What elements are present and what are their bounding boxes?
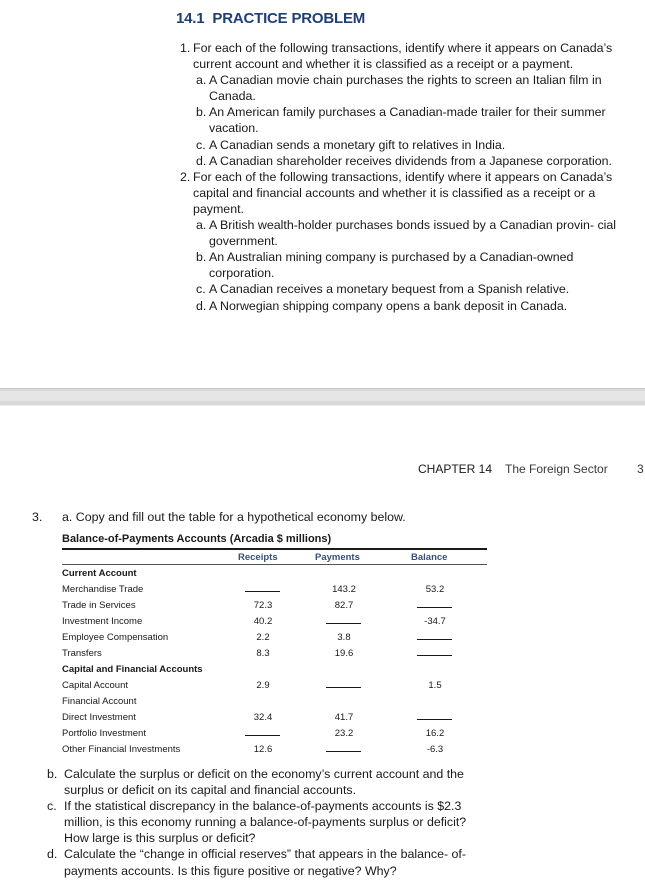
receipts-value: 12.6 — [253, 744, 273, 755]
balance-value: -34.7 — [424, 616, 446, 627]
balance-value: 53.2 — [425, 584, 445, 595]
question-marker: 1. — [180, 41, 191, 55]
question-1-item-c — [176, 137, 626, 153]
question-2 — [176, 169, 626, 217]
table-row — [62, 710, 487, 726]
page-divider-inner — [0, 391, 645, 401]
row-label: Financial Account — [62, 696, 137, 707]
question-2-item-c — [176, 281, 626, 297]
question-3d — [47, 846, 477, 878]
running-head-page-number: 3 — [637, 462, 644, 476]
receipts-value: 72.3 — [253, 600, 273, 611]
table-row — [62, 630, 487, 646]
row-label: Investment Income — [62, 616, 143, 627]
item-text: A Canadian movie chain purchases the rights to screen an Italian film in Canada. — [209, 73, 602, 104]
question-1 — [176, 40, 626, 72]
question-1-item-b — [176, 104, 626, 136]
question-3c — [47, 798, 477, 846]
table-caption: Balance-of-Payments Accounts (Arcadia $ millions) — [62, 533, 332, 545]
page-divider — [0, 388, 645, 406]
question-marker: 2. — [180, 169, 191, 184]
row-label: Capital and Financial Accounts — [62, 664, 203, 675]
balance-value: -6.3 — [426, 744, 444, 755]
question-1-item-d — [176, 153, 626, 169]
question-3a — [32, 509, 406, 525]
payments-value: 143.2 — [332, 584, 356, 595]
question-3a-text: Copy and fill out the table for a hypothetical economy below. — [75, 510, 406, 524]
row-label: Direct Investment — [62, 712, 136, 723]
receipts-value: 8.3 — [256, 648, 270, 659]
row-label: Transfers — [62, 648, 102, 659]
table-row — [62, 614, 487, 630]
table-row — [62, 598, 487, 614]
question-2-item-b — [176, 249, 626, 281]
part-text: If the statistical discrepancy in the balance-of-payments accounts is $2.3 million, is this economy running a balance-of-payments surplus or deficit? How large is this surplus or deficit? — [64, 799, 467, 846]
fill-in-blank-line — [245, 735, 280, 736]
row-label: Merchandise Trade — [62, 584, 144, 595]
table-row — [62, 646, 487, 662]
row-label: Employee Compensation — [62, 632, 169, 643]
running-head-title: The Foreign Sector — [505, 462, 608, 476]
item-marker: d. — [196, 298, 207, 313]
item-text: A Canadian shareholder receives dividends from a Japanese corporation. — [209, 153, 612, 168]
column-header-payments: Payments — [315, 552, 360, 563]
part-marker: c. — [47, 799, 57, 814]
payments-value: 23.2 — [334, 728, 354, 739]
row-label: Capital Account — [62, 680, 129, 691]
table-top-rule — [62, 548, 487, 550]
item-text: A Canadian receives a monetary bequest from a Spanish relative. — [209, 282, 570, 297]
table-section-row — [62, 566, 487, 582]
table-row — [62, 742, 487, 758]
item-text: A Canadian sends a monetary gift to relatives in India. — [209, 137, 506, 152]
question-text: For each of the following transactions, identify where it appears on Canada’s current account and whether it is classified as a receipt or a payment. — [193, 41, 613, 72]
item-marker: c. — [196, 282, 206, 297]
column-header-receipts: Receipts — [238, 552, 278, 563]
item-text: A Norwegian shipping company opens a bank deposit in Canada. — [209, 298, 568, 313]
table-row — [62, 678, 487, 694]
column-header-balance: Balance — [411, 552, 448, 563]
question-2-item-a — [176, 217, 626, 249]
table-row — [62, 694, 487, 710]
question-2-item-d — [176, 298, 626, 314]
receipts-value: 32.4 — [253, 712, 273, 723]
receipts-value: 2.2 — [256, 632, 270, 643]
fill-in-blank-line — [245, 591, 280, 592]
part-marker: d. — [47, 847, 58, 862]
fill-in-blank-line — [417, 655, 452, 656]
question-marker: 3. — [32, 510, 43, 524]
balance-value: 16.2 — [425, 728, 445, 739]
item-marker: b. — [196, 250, 207, 265]
fill-in-blank-line — [326, 623, 361, 624]
question-3b — [47, 766, 477, 798]
fill-in-blank-line — [417, 639, 452, 640]
payments-value: 41.7 — [334, 712, 354, 723]
item-marker: a. — [196, 73, 207, 88]
payments-value: 3.8 — [337, 632, 351, 643]
item-text: An Australian mining company is purchased by a Canadian-owned corporation. — [209, 250, 574, 281]
part-text: Calculate the surplus or deficit on the economy’s current account and the surplus or deficit on its capital and financial accounts. — [64, 767, 464, 798]
receipts-value: 2.9 — [256, 680, 270, 691]
fill-in-blank-line — [326, 751, 361, 752]
row-label: Current Account — [62, 568, 137, 579]
practice-title: PRACTICE PROBLEM — [212, 10, 366, 27]
balance-value: 1.5 — [428, 680, 442, 691]
table-row — [62, 582, 487, 598]
fill-in-blank-line — [326, 687, 361, 688]
item-marker: c. — [196, 137, 206, 152]
item-text: A British wealth-holder purchases bonds issued by a Canadian provin- cial government. — [209, 218, 617, 249]
table-section-row — [62, 662, 487, 678]
row-label: Trade in Services — [62, 600, 136, 611]
row-label: Other Financial Investments — [62, 744, 181, 755]
question-1-item-a — [176, 72, 626, 104]
payments-value: 82.7 — [334, 600, 354, 611]
question-text: For each of the following transactions, identify where it appears on Canada’s capital and financial accounts and whether it is classified as a receipt or a payment. — [193, 169, 613, 216]
receipts-value: 40.2 — [253, 616, 273, 627]
question-3-parts — [47, 766, 477, 879]
fill-in-blank-line — [417, 719, 452, 720]
table-row — [62, 726, 487, 742]
practice-number: 14.1 — [176, 10, 205, 27]
item-marker: d. — [196, 153, 207, 168]
part-marker: a. — [62, 510, 73, 524]
item-text: An American family purchases a Canadian-made trailer for their summer vacation. — [209, 105, 606, 136]
row-label: Portfolio Investment — [62, 728, 146, 739]
fill-in-blank-line — [417, 607, 452, 608]
practice-problem-list — [176, 40, 626, 314]
table-header-rule — [62, 564, 487, 565]
item-marker: a. — [196, 218, 207, 233]
payments-value: 19.6 — [334, 648, 354, 659]
part-text: Calculate the “change in official reserves” that appears in the balance- of-payments accounts. Is this figure positive or negative? Why? — [64, 847, 467, 878]
practice-heading — [176, 10, 365, 27]
part-marker: b. — [47, 767, 58, 781]
running-head-chapter: CHAPTER 14 — [418, 462, 493, 476]
item-marker: b. — [196, 105, 207, 120]
